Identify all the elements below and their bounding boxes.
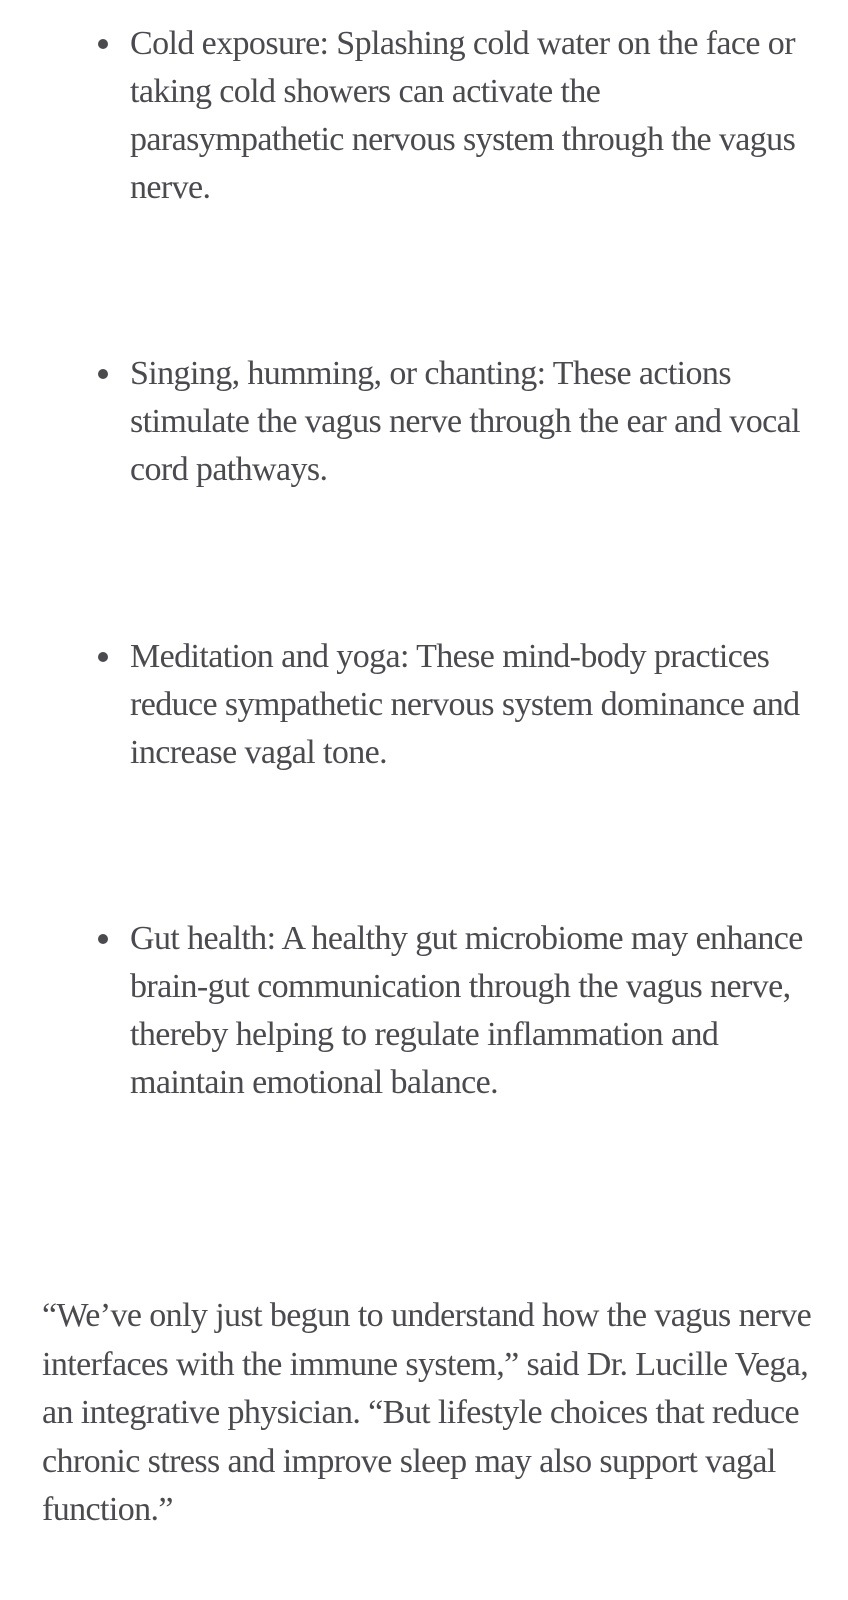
bullet-dot [98,369,108,379]
quote-paragraph: “We’ve only just begun to understand how the vagus nerve interfaces with the immune system,” said Dr. Lucille Vega, an integrative physician. “But lifestyle choices that reduce chronic stress and improve sleep may also support vagal function.” [42,1297,812,1528]
bullet-dot [98,934,108,944]
list-item-text: Gut health: A healthy gut microbiome may enhance brain-gut communication through the vagus nerve, thereby helping to regulate inflammation and maintain emotional balance. [130,920,803,1101]
bullet-dot [98,39,108,49]
list-item-text: Meditation and yoga: These mind-body practices reduce sympathetic nervous system dominance and increase vagal tone. [130,638,800,771]
list-item-text: Cold exposure: Splashing cold water on the face or taking cold showers can activate the parasympathetic nervous system through the vagus nerve. [130,25,796,206]
bullet-dot [98,652,108,662]
list-item-text: Singing, humming, or chanting: These actions stimulate the vagus nerve through the ear and vocal cord pathways. [130,355,800,488]
